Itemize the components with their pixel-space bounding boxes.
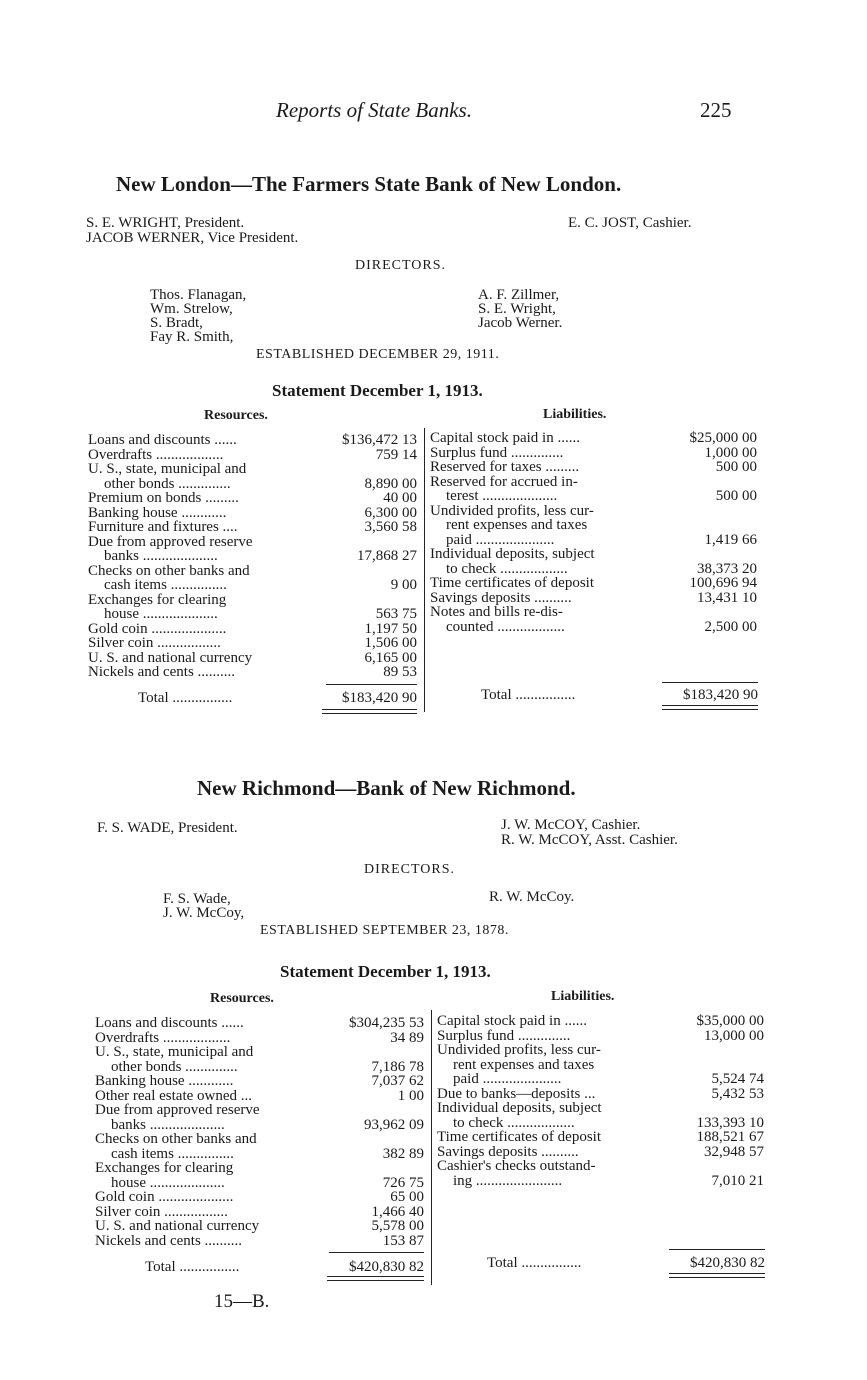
ledger-row (95, 1031, 424, 1046)
row-label: Surplus fund .............. (437, 1028, 571, 1043)
director: Jacob Werner. (478, 315, 563, 331)
row-label: cash items ............... (111, 1146, 234, 1161)
ledger-row (437, 1087, 764, 1102)
ledger-row (430, 431, 757, 446)
row-amount: 34 89 (390, 1029, 424, 1046)
ledger-row (88, 520, 417, 535)
row-label: Capital stock paid in ...... (437, 1014, 587, 1029)
row-amount: $304,235 53 (349, 1015, 424, 1031)
row-label: U. S., state, municipal and (88, 462, 247, 477)
row-label: Overdrafts .................. (88, 447, 224, 462)
ledger-row (437, 1130, 764, 1145)
row-label: terest .................... (446, 489, 558, 504)
row-amount: 759 14 (375, 446, 417, 463)
ledger-row (88, 622, 417, 637)
ledger-row (95, 1161, 424, 1176)
ledger-row (95, 1205, 424, 1220)
liabilities-table (437, 1014, 764, 1188)
director: Fay R. Smith, (150, 329, 234, 345)
cashier: J. W. McCOY, Cashier. (501, 817, 641, 833)
directors-left (150, 288, 246, 344)
total-amount: $183,420 90 (342, 690, 417, 706)
row-amount: 13,000 00 (704, 1027, 764, 1044)
total-amount: $420,830 82 (690, 1255, 765, 1271)
row-amount: 5,578 00 (371, 1218, 424, 1234)
director: J. W. McCoy, (163, 905, 245, 921)
row-label: Individual deposits, subject (430, 547, 595, 562)
running-title: Reports of State Banks. (276, 98, 472, 122)
row-amount: 8,890 00 (364, 475, 417, 492)
total-double-rule (327, 1276, 424, 1281)
total-label: Total ................ (481, 687, 576, 703)
row-label: Checks on other banks and (95, 1132, 257, 1147)
row-label: Checks on other banks and (88, 563, 250, 578)
total-amount: $183,420 90 (683, 687, 758, 703)
ledger-row (430, 504, 757, 519)
row-amount: 6,300 00 (364, 504, 417, 521)
row-amount: $35,000 00 (696, 1013, 764, 1029)
row-label: rent expenses and taxes (446, 518, 588, 533)
row-amount: 188,521 67 (696, 1129, 764, 1145)
row-label: Individual deposits, subject (437, 1101, 602, 1116)
ledger-row (437, 1101, 764, 1116)
established-date: ESTABLISHED DECEMBER 29, 1911. (256, 347, 500, 362)
bank-title: New London—The Farmers State Bank of New London. (116, 172, 622, 196)
ledger-row (95, 1190, 424, 1205)
ledger-row (430, 591, 757, 606)
ledger-row (437, 1029, 764, 1044)
resources-total-row (145, 1259, 424, 1276)
ledger-row (430, 446, 757, 461)
row-amount: 13,431 10 (697, 589, 757, 606)
ledger-row (88, 433, 417, 448)
row-label: Due from approved reserve (88, 534, 253, 549)
column-divider (431, 1010, 432, 1285)
row-amount: 1,197 50 (364, 620, 417, 637)
page-header (0, 98, 867, 128)
row-amount: 382 89 (382, 1145, 424, 1162)
total-double-rule (322, 709, 417, 714)
ledger-row (95, 1118, 424, 1133)
row-label: to check .................. (453, 1115, 575, 1130)
statement-title: Statement December 1, 1913. (272, 381, 483, 400)
director: S. E. Wright, (478, 301, 556, 317)
row-label: other bonds .............. (111, 1059, 238, 1074)
resources-table (95, 1016, 424, 1248)
ledger-row (430, 620, 757, 635)
row-amount: 3,560 58 (364, 519, 417, 535)
cashier: E. C. JOST, Cashier. (568, 215, 692, 231)
established-date: ESTABLISHED SEPTEMBER 23, 1878. (260, 923, 509, 938)
row-amount: 726 75 (382, 1174, 424, 1191)
ledger-row (95, 1060, 424, 1075)
ledger-row (95, 1045, 424, 1060)
row-label: Notes and bills re-dis- (430, 605, 563, 620)
ledger-row (88, 593, 417, 608)
row-amount: 93,962 09 (364, 1116, 424, 1133)
ledger-row (430, 562, 757, 577)
director: A. F. Zillmer, (478, 287, 560, 303)
row-label: Gold coin .................... (88, 621, 227, 636)
row-label: Overdrafts .................. (95, 1030, 231, 1045)
president: F. S. WADE, President. (97, 820, 238, 836)
row-amount: 32,948 57 (704, 1143, 764, 1160)
directors-heading: DIRECTORS. (355, 258, 447, 273)
ledger-row (88, 578, 417, 593)
row-label: Time certificates of deposit (430, 576, 594, 591)
resources-table (88, 433, 417, 680)
total-label: Total ................ (487, 1255, 582, 1271)
row-label: Nickels and cents .......... (88, 665, 236, 680)
directors-right (489, 890, 574, 904)
ledger-row (437, 1043, 764, 1058)
ledger-row (88, 564, 417, 579)
row-label: Gold coin .................... (95, 1190, 234, 1205)
total-rule (662, 682, 758, 683)
ledger-row (88, 665, 417, 680)
total-amount: $420,830 82 (349, 1259, 424, 1275)
ledger-row (430, 576, 757, 591)
row-amount: 563 75 (375, 606, 417, 622)
row-label: counted .................. (446, 619, 565, 634)
row-label: Savings deposits .......... (430, 590, 572, 605)
row-label: house .................... (104, 607, 218, 622)
vice-president: JACOB WERNER, Vice President. (86, 230, 299, 246)
row-label: paid ..................... (446, 532, 555, 547)
ledger-row (95, 1089, 424, 1104)
row-label: Cashier's checks outstand- (437, 1159, 596, 1174)
row-amount: 2,500 00 (704, 618, 757, 635)
director: Thos. Flanagan, (150, 287, 247, 303)
total-rule (329, 1252, 424, 1253)
ledger-row (88, 535, 417, 550)
row-amount: 1,506 00 (364, 635, 417, 651)
row-amount: $136,472 13 (342, 432, 417, 448)
row-amount: 38,373 20 (697, 560, 757, 577)
resources-heading: Resources. (204, 408, 268, 423)
row-label: banks .................... (104, 549, 218, 564)
column-divider (424, 428, 425, 712)
row-label: Other real estate owned ... (95, 1088, 253, 1103)
row-label: Silver coin ................. (95, 1204, 228, 1219)
ledger-row (88, 491, 417, 506)
ledger-row (88, 506, 417, 521)
row-amount: 89 53 (383, 664, 417, 680)
row-amount: 1,466 40 (371, 1203, 424, 1220)
director: S. Bradt, (150, 315, 203, 331)
ledger-row (88, 549, 417, 564)
signature-mark: 15—B. (214, 1291, 270, 1312)
ledger-row (437, 1116, 764, 1131)
ledger-row (95, 1132, 424, 1147)
ledger-row (88, 636, 417, 651)
ledger-row (95, 1147, 424, 1162)
row-amount: 40 00 (383, 490, 417, 506)
row-amount: 1,000 00 (704, 444, 757, 461)
ledger-row (430, 460, 757, 475)
row-amount: 5,432 53 (711, 1085, 764, 1102)
ledger-row (88, 462, 417, 477)
directors-left (163, 892, 244, 920)
row-amount: 500 00 (715, 459, 757, 475)
row-label: U. S. and national currency (88, 650, 253, 665)
ledger-row (437, 1159, 764, 1174)
row-amount: 9 00 (390, 577, 417, 593)
total-label: Total ................ (138, 690, 233, 706)
row-label: Banking house ............ (95, 1074, 234, 1089)
resources-total-row (138, 690, 417, 707)
ledger-row (430, 605, 757, 620)
row-label: Reserved for accrued in- (430, 474, 578, 489)
president: S. E. WRIGHT, President. (86, 215, 245, 231)
row-label: house .................... (111, 1175, 225, 1190)
bank-title: New Richmond—Bank of New Richmond. (197, 776, 576, 800)
row-label: Furniture and fixtures .... (88, 520, 238, 535)
ledger-row (95, 1234, 424, 1249)
row-amount: 17,868 27 (357, 548, 417, 564)
director: R. W. McCoy. (489, 889, 575, 905)
row-label: U. S., state, municipal and (95, 1045, 254, 1060)
row-label: Due from approved reserve (95, 1103, 260, 1118)
row-amount: 1,419 66 (704, 531, 757, 548)
row-label: Nickels and cents .......... (95, 1233, 243, 1248)
row-label: Loans and discounts ...... (95, 1016, 244, 1031)
row-label: to check .................. (446, 561, 568, 576)
row-label: other bonds .............. (104, 476, 231, 491)
directors-heading: DIRECTORS. (364, 862, 456, 877)
row-label: rent expenses and taxes (453, 1057, 595, 1072)
row-label: ing ....................... (453, 1173, 563, 1188)
row-amount: 153 87 (382, 1232, 424, 1249)
ledger-row (95, 1016, 424, 1031)
liabilities-heading: Liabilities. (551, 989, 615, 1004)
row-amount: 500 00 (715, 488, 757, 504)
row-amount: 65 00 (390, 1189, 424, 1205)
ledger-row (437, 1072, 764, 1087)
resources-heading: Resources. (210, 991, 274, 1006)
ledger-row (430, 533, 757, 548)
director: Wm. Strelow, (150, 301, 233, 317)
ledger-row (437, 1014, 764, 1029)
asst-cashier: R. W. McCOY, Asst. Cashier. (501, 832, 678, 848)
row-label: Loans and discounts ...... (88, 433, 237, 448)
row-amount: 100,696 94 (689, 575, 757, 591)
total-rule (326, 684, 417, 685)
ledger-row (437, 1058, 764, 1073)
ledger-row (437, 1145, 764, 1160)
row-amount: 1 00 (397, 1087, 424, 1104)
director: F. S. Wade, (163, 891, 231, 907)
ledger-row (88, 448, 417, 463)
row-label: Time certificates of deposit (437, 1130, 601, 1145)
statement-title: Statement December 1, 1913. (280, 962, 491, 981)
liabilities-total-row (487, 1255, 765, 1272)
row-label: Undivided profits, less cur- (437, 1043, 601, 1058)
row-label: Exchanges for clearing (88, 592, 227, 607)
row-label: Premium on bonds ......... (88, 491, 239, 506)
total-label: Total ................ (145, 1259, 240, 1275)
row-amount: 133,393 10 (696, 1114, 764, 1131)
row-label: cash items ............... (104, 578, 227, 593)
ledger-row (95, 1074, 424, 1089)
row-label: paid ..................... (453, 1072, 562, 1087)
row-label: Undivided profits, less cur- (430, 503, 594, 518)
row-amount: 6,165 00 (364, 649, 417, 666)
row-label: Savings deposits .......... (437, 1144, 579, 1159)
liabilities-heading: Liabilities. (543, 407, 607, 422)
row-label: U. S. and national currency (95, 1219, 260, 1234)
ledger-row (95, 1219, 424, 1234)
row-amount: $25,000 00 (689, 430, 757, 446)
ledger-row (88, 607, 417, 622)
ledger-row (88, 651, 417, 666)
row-amount: 7,010 21 (711, 1172, 764, 1189)
ledger-row (95, 1103, 424, 1118)
ledger-row (437, 1174, 764, 1189)
directors-right (478, 288, 562, 330)
row-label: Surplus fund .............. (430, 445, 564, 460)
ledger-row (430, 547, 757, 562)
total-rule (669, 1249, 765, 1250)
ledger-row (88, 477, 417, 492)
total-double-rule (662, 705, 758, 710)
row-label: banks .................... (111, 1117, 225, 1132)
liabilities-table (430, 431, 757, 634)
row-label: Exchanges for clearing (95, 1161, 234, 1176)
row-label: Due to banks—deposits ... (437, 1086, 596, 1101)
row-amount: 7,186 78 (371, 1058, 424, 1075)
ledger-row (95, 1176, 424, 1191)
ledger-row (430, 489, 757, 504)
page-number: 225 (700, 98, 732, 122)
liabilities-total-row (481, 687, 758, 704)
ledger-row (430, 518, 757, 533)
total-double-rule (669, 1273, 765, 1278)
row-label: Capital stock paid in ...... (430, 431, 580, 446)
ledger-row (430, 475, 757, 490)
row-label: Silver coin ................. (88, 636, 221, 651)
row-amount: 7,037 62 (371, 1073, 424, 1089)
row-amount: 5,524 74 (711, 1071, 764, 1087)
row-label: Reserved for taxes ......... (430, 460, 580, 475)
row-label: Banking house ............ (88, 505, 227, 520)
